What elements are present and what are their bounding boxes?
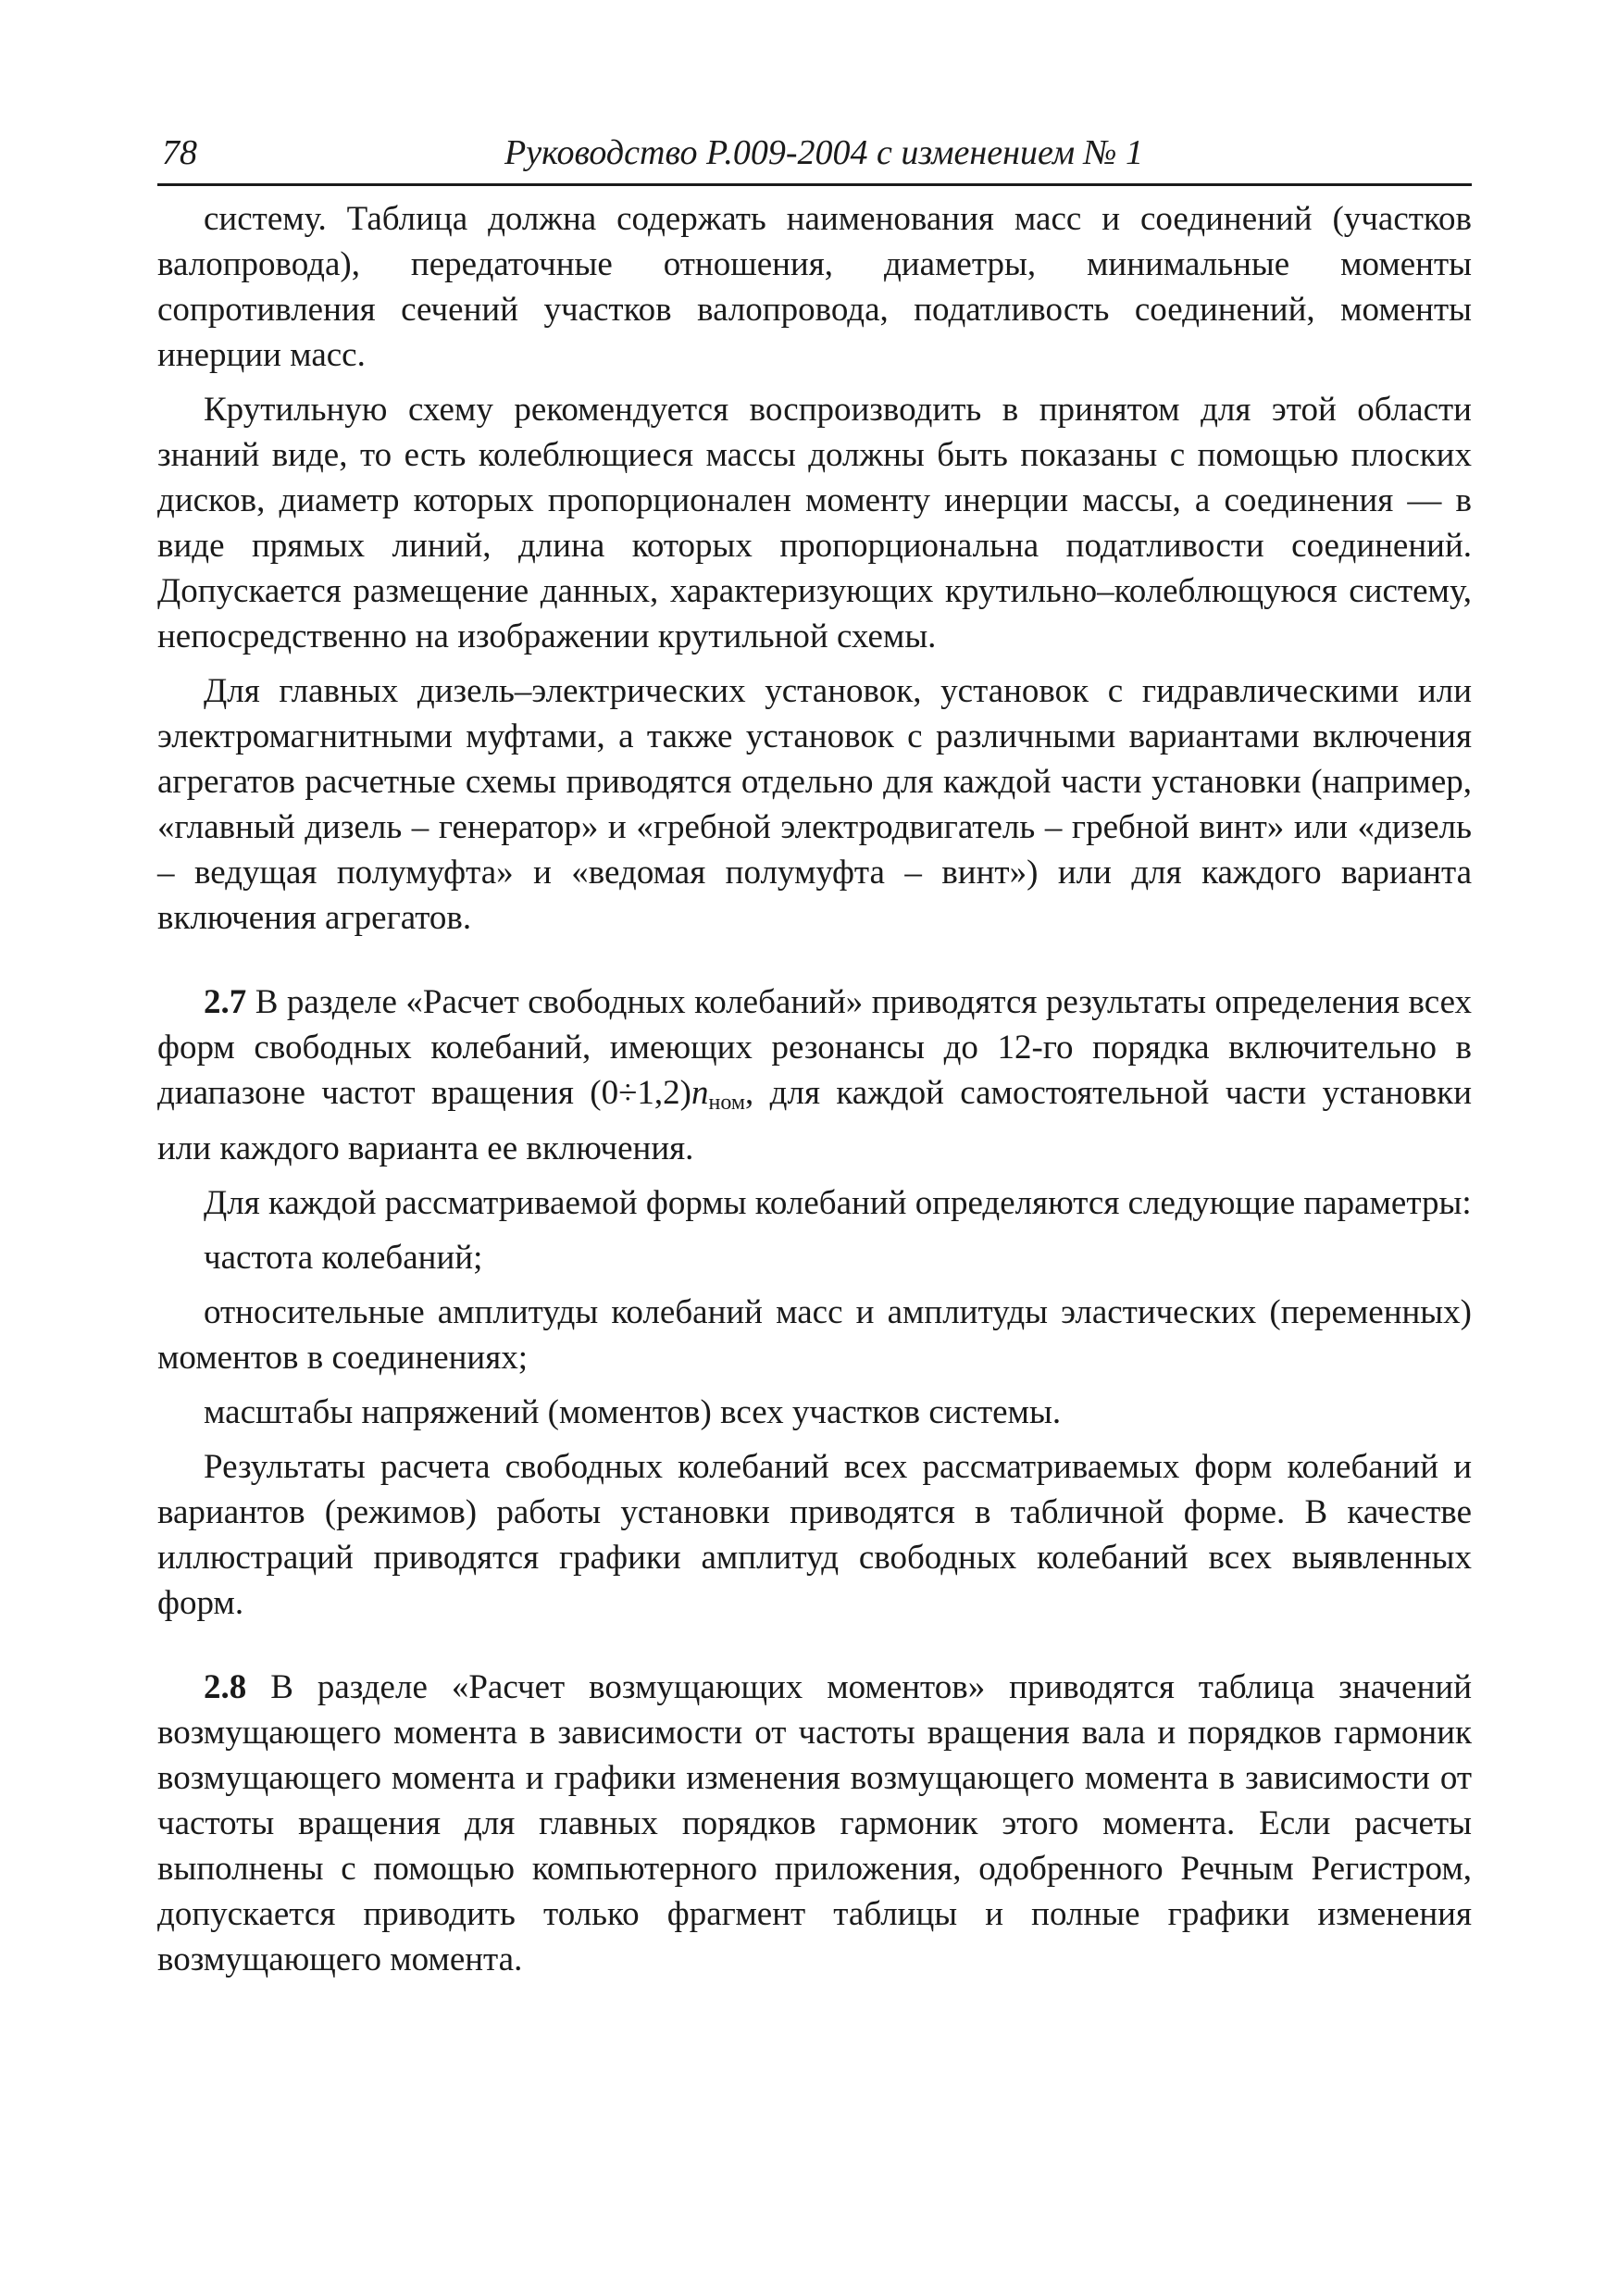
rpm-variable: n bbox=[691, 1074, 709, 1112]
section-2-7 bbox=[157, 980, 1472, 1171]
section-number: 2.8 bbox=[204, 1668, 247, 1706]
list-item: масштабы напряжений (моментов) всех участков системы. bbox=[204, 1393, 1062, 1431]
paragraph-diesel-electric: Для главных дизель–электрических установок, установок с гидравлическими или электромагнитными муфтами, а также установок с различными вариантами включения агрегатов расчетные схемы приводятся отдельно для каждой части установки (например, «главный дизель – генератор» и «гребной электродвигатель – гребной винт» или «дизель – ведущая полумуфта» и «ведомая полумуфта – винт») или для каждого варианта включения агрегатов. bbox=[157, 672, 1472, 937]
section-2-8-text: В разделе «Расчет возмущающих моментов» приводятся таблица значений возмущающего момента в зависимости от частоты вращения вала и порядков гармоник возмущающего момента и графики изменения возмущающего момента в зависимости от частоты вращения для главных порядков гармоник этого момента. Если расчеты выполнены с помощью компьютерного приложения, одобренного Речным Регистром, допускается приводить только фрагмент таблицы и полные графики изменения возмущающего момента. bbox=[157, 1668, 1472, 1978]
running-title: Руководство Р.009-2004 с изменением № 1 bbox=[504, 133, 1143, 172]
list-item: относительные амплитуды колебаний масс и амплитуды эластических (переменных) моментов в соединениях; bbox=[157, 1293, 1472, 1377]
section-2-8 bbox=[157, 1665, 1472, 1982]
page-number: 78 bbox=[162, 133, 197, 172]
paragraph-torsional-scheme: Крутильную схему рекомендуется воспроизводить в принятом для этой области знаний виде, то есть колеблющиеся массы должны быть показаны с помощью плоских дисков, диаметр которых пропорционален моменту инерции массы, а соединения — в виде прямых линий, длина которых пропорциональна податливости соединений. Допускается размещение данных, характеризующих крутильно–колеблющуюся систему, непосредственно на изображении крутильной схемы. bbox=[157, 391, 1472, 655]
section-number: 2.7 bbox=[204, 983, 247, 1021]
page-header bbox=[157, 130, 1472, 186]
section-2-7-text-end: , для каждой самостоятельной части установки или каждого варианта ее включения. bbox=[157, 1074, 1472, 1167]
list-item: частота колебаний; bbox=[204, 1239, 483, 1277]
paragraph-table-contents: систему. Таблица должна содержать наименования масс и соединений (участков валопровода), передаточные отношения, диаметры, минимальные моменты сопротивления сечений участков валопровода, податливость соединений, моменты инерции масс. bbox=[157, 200, 1472, 374]
rpm-subscript: ном bbox=[708, 1091, 746, 1115]
section-2-7-text: В разделе «Расчет свободных колебаний» приводятся результаты определения всех форм свободных колебаний, имеющих резонансы до 12-го порядка включительно в диапазоне частот вращения (0÷1,2) bbox=[157, 983, 1473, 1112]
paragraph-parameters: Для каждой рассматриваемой формы колебаний определяются следующие параметры: bbox=[204, 1184, 1472, 1222]
paragraph-results: Результаты расчета свободных колебаний всех рассматриваемых форм колебаний и вариантов (режимов) работы установки приводятся в табличной форме. В качестве иллюстраций приводятся графики амплитуд свободных колебаний всех выявленных форм. bbox=[157, 1448, 1472, 1622]
body-text bbox=[157, 196, 1472, 1991]
